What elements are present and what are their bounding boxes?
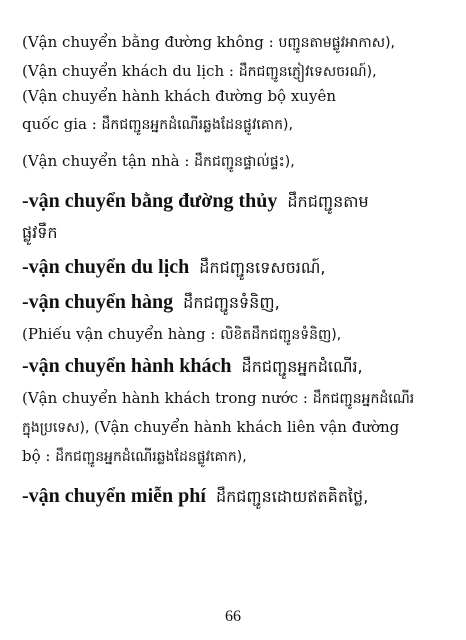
vietnamese-text: (Vận chuyển tận nhà :	[22, 152, 195, 170]
heading-vietnamese: -vận chuyển hành khách	[22, 355, 232, 377]
page-number: 66	[225, 608, 241, 625]
heading-vietnamese: -vận chuyển du lịch	[22, 256, 190, 278]
khmer-text: លិខិតដឹកជញ្ជូនទំនិញ),	[220, 327, 342, 343]
heading-goods-transport	[22, 287, 452, 318]
entry-domestic-passenger-line1	[22, 386, 452, 411]
heading-free-transport	[22, 481, 452, 512]
vietnamese-text: (Vận chuyển bằng đường không :	[22, 33, 279, 51]
document-page	[22, 30, 452, 512]
heading-khmer: ដឹកជញ្ជូនទេសចរណ៍,	[199, 258, 326, 277]
heading-vietnamese: -vận chuyển bằng đường thủy	[22, 190, 278, 212]
heading-khmer: ដឹកជញ្ជូនអ្នកដំណើរ,	[241, 357, 363, 376]
heading-khmer: ដឹកជញ្ជូនទំនិញ,	[183, 293, 280, 312]
khmer-text: បញ្ជូនតាមផ្លូវអាកាស),	[278, 35, 396, 51]
heading-tourism-transport	[22, 252, 452, 283]
vietnamese-text: (Vận chuyển hành khách trong nước :	[22, 389, 313, 407]
heading-passenger-transport	[22, 351, 452, 382]
entry-tourist-transport	[22, 59, 452, 84]
vietnamese-text: (Vận chuyển khách du lịch :	[22, 62, 239, 80]
vietnamese-text: quốc gia :	[22, 115, 102, 133]
heading-vietnamese: -vận chuyển hàng	[22, 291, 174, 313]
entry-cross-border-road-line1	[22, 84, 452, 108]
heading-vietnamese: -vận chuyển miễn phí	[22, 485, 206, 507]
heading-water-transport-cont	[22, 217, 452, 248]
entry-waybill	[22, 322, 452, 347]
khmer-text: ដឹកជញ្ជូនអ្នកដំណើរ	[312, 391, 415, 407]
heading-water-transport	[22, 186, 452, 217]
heading-khmer: ដឹកជញ្ជូនតាម	[287, 192, 369, 211]
khmer-text: ក្នុងប្រទេស),	[22, 420, 94, 436]
heading-khmer: ដឹកជញ្ជូនដោយឥតគិតថ្លៃ,	[215, 487, 369, 506]
vietnamese-text: bộ :	[22, 447, 56, 465]
khmer-text: ដឹកជញ្ជូនអ្នកដំណើរឆ្លងដែនផ្លូវគោក),	[55, 449, 247, 465]
khmer-text: ដឹកជញ្ជូនភ្ញៀវទេសចរណ៍),	[238, 64, 377, 80]
khmer-text: ដឹកជញ្ជូនអ្នកដំណើរឆ្លងដែនផ្លូវគោក),	[101, 117, 293, 133]
entry-air-transport	[22, 30, 452, 55]
heading-khmer-continued: ផ្លូវទឹក	[22, 223, 58, 242]
vietnamese-text: (Phiếu vận chuyển hàng :	[22, 325, 221, 343]
vietnamese-text: (Vận chuyển hành khách đường bộ xuyên	[22, 87, 336, 105]
entry-international-passenger	[22, 444, 452, 469]
entry-cross-border-road-line2	[22, 112, 452, 137]
entry-door-to-door	[22, 149, 452, 174]
vietnamese-text: (Vận chuyển hành khách liên vận đường	[93, 418, 400, 436]
khmer-text: ដឹកជញ្ជូនផ្ទាល់ផ្ទះ),	[194, 154, 295, 170]
entry-domestic-passenger-line2	[22, 415, 452, 440]
